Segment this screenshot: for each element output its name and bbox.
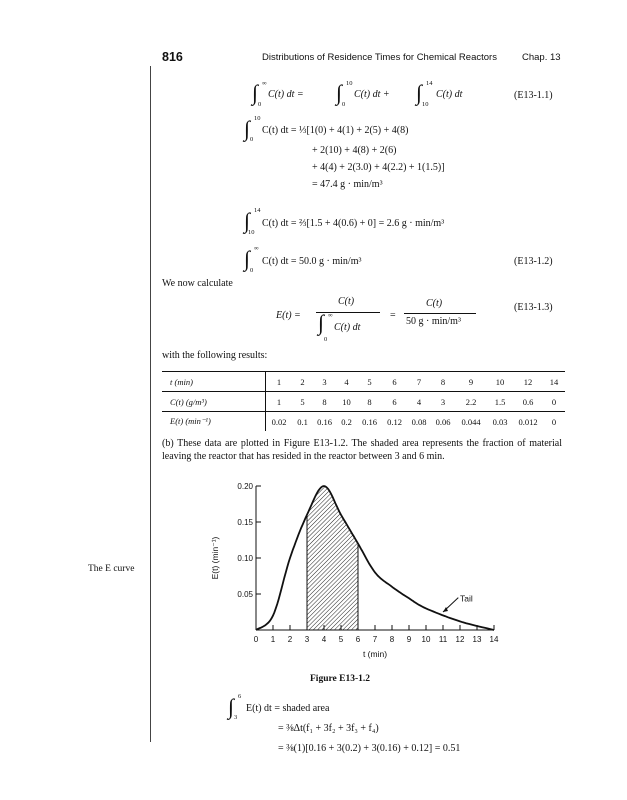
- row-label: E(t) (min⁻¹): [162, 412, 266, 432]
- integral-sign: ∫: [228, 694, 235, 719]
- equation-text: C(t) dt =: [268, 89, 304, 100]
- table-cell: 8: [313, 392, 336, 412]
- integral-upper-limit: 10: [254, 115, 261, 122]
- integral-sign: ∫: [244, 208, 251, 233]
- table-cell: 4: [407, 392, 431, 412]
- table-cell: 12: [513, 372, 543, 392]
- fraction-numerator: C(t): [426, 298, 443, 309]
- x-tick-label: 2: [287, 635, 293, 644]
- table-cell: 8: [357, 392, 382, 412]
- table-cell: 5: [357, 372, 382, 392]
- table-cell: 0: [543, 412, 565, 432]
- body-text: with the following results:: [162, 350, 268, 361]
- running-title: Distributions of Residence Times for Chemical Reactors: [262, 52, 497, 63]
- equation-text: C(t) dt = ⅔[1.5 + 4(0.6) + 0] = 2.6 g · min/m³: [262, 218, 445, 229]
- equation-shaded-area: [228, 692, 568, 762]
- y-tick-label: 0.05: [237, 590, 253, 599]
- y-tick-label: 0.10: [237, 554, 253, 563]
- body-text: We now calculate: [162, 278, 233, 289]
- table-cell: 0.03: [487, 412, 513, 432]
- equation-simpson-10-14: [244, 206, 574, 238]
- x-tick-label: 9: [406, 635, 412, 644]
- table-cell: 0.6: [513, 392, 543, 412]
- integral-lower-limit: 10: [422, 101, 429, 108]
- equation-text: = ⅜(1)[0.16 + 3(0.2) + 3(0.16) + 0.12] = 0.51: [278, 743, 461, 754]
- chart-plot-area: [210, 482, 499, 659]
- equation-text: C(t) dt = ⅓[1(0) + 4(1) + 2(5) + 4(8): [262, 125, 409, 136]
- x-tick-label: 14: [489, 635, 499, 644]
- fraction-numerator: C(t): [338, 296, 355, 307]
- table-cell: 3: [313, 372, 336, 392]
- page-number: 816: [162, 50, 183, 64]
- table-cell: 0.012: [513, 412, 543, 432]
- table-cell: 2: [292, 372, 313, 392]
- figure-caption: Figure E13-1.2: [310, 674, 370, 684]
- table-cell: 10: [336, 392, 357, 412]
- e-curve-chart: [180, 470, 540, 670]
- table-cell: 7: [407, 372, 431, 392]
- fraction-bar: [316, 312, 380, 313]
- table-cell: 0.12: [382, 412, 407, 432]
- table-cell: 9: [455, 372, 487, 392]
- equation-e13-1-1: [252, 78, 627, 108]
- integral-sign: ∫: [244, 246, 251, 271]
- x-tick-label: 8: [389, 635, 395, 644]
- row-label: C(t) (g/m³): [162, 392, 266, 412]
- x-tick-label: 10: [421, 635, 431, 644]
- table-cell: 6: [382, 372, 407, 392]
- margin-note-text: The E curve: [88, 564, 135, 574]
- equation-simpson-0-10: [244, 114, 544, 194]
- integral-sign: ∫: [244, 116, 251, 141]
- integral-sign: ∫: [416, 80, 423, 105]
- integral-sign: ∫: [252, 80, 259, 105]
- equation-e13-1-3: [276, 296, 476, 346]
- equation-text: C(t) dt +: [354, 89, 390, 100]
- table-row: [162, 392, 565, 412]
- data-table: [162, 371, 565, 431]
- table-cell: 5: [292, 392, 313, 412]
- integral-upper-limit: ∞: [262, 80, 267, 87]
- integral-upper-limit: 10: [346, 80, 353, 87]
- row-label: t (min): [162, 372, 266, 392]
- integral-lower-limit: 0: [342, 101, 346, 108]
- tail-annotation: Tail: [460, 593, 473, 604]
- fraction-denominator: C(t) dt: [334, 322, 361, 333]
- integral-lower-limit: 3: [234, 714, 238, 721]
- equation-text: + 2(10) + 4(8) + 2(6): [312, 145, 397, 156]
- margin-note: [88, 564, 134, 574]
- table-cell: 0.16: [313, 412, 336, 432]
- equation-number: (E13-1.2): [514, 256, 553, 267]
- y-tick-label: 0.20: [237, 482, 253, 491]
- body-paragraph: (b) These data are plotted in Figure E13-1.2. The shaded area represents the fraction of material leaving the reactor that has resided in the reactor between 3 and 6 min.: [162, 438, 562, 462]
- x-tick-label: 5: [338, 635, 344, 644]
- table-cell: 3: [431, 392, 455, 412]
- table-cell: 10: [487, 372, 513, 392]
- x-tick-label: 4: [321, 635, 327, 644]
- table-cell: 2.2: [455, 392, 487, 412]
- table-cell: 0.16: [357, 412, 382, 432]
- table-cell: 0.2: [336, 412, 357, 432]
- integral-lower-limit: 0: [324, 336, 328, 343]
- table-cell: 0.08: [407, 412, 431, 432]
- table-cell: 0: [543, 392, 565, 412]
- equation-text: E(t) dt = shaded area: [246, 703, 330, 714]
- equation-text: C(t) dt: [436, 89, 463, 100]
- e-curve-line: [256, 486, 494, 630]
- x-tick-label: 7: [372, 635, 378, 644]
- table-cell: 4: [336, 372, 357, 392]
- table-row: [162, 372, 565, 392]
- x-tick-label: 1: [270, 635, 276, 644]
- integral-sign: ∫: [318, 310, 325, 335]
- integral-upper-limit: ∞: [254, 245, 259, 252]
- table-cell: 0.1: [292, 412, 313, 432]
- table-cell: 1: [266, 372, 293, 392]
- equation-text: C(t) dt = 50.0 g · min/m³: [262, 256, 362, 267]
- table-cell: 0.06: [431, 412, 455, 432]
- equation-text: =: [390, 310, 396, 321]
- y-tick-label: 0.15: [237, 518, 253, 527]
- table-cell: 1.5: [487, 392, 513, 412]
- equation-number: (E13-1.3): [514, 302, 553, 313]
- integral-lower-limit: 0: [250, 136, 254, 143]
- integral-upper-limit: ∞: [328, 312, 333, 319]
- integral-upper-limit: 14: [426, 80, 433, 87]
- fraction-denominator: 50 g · min/m³: [406, 316, 461, 327]
- margin-rule: [150, 66, 151, 742]
- table-cell: 0.044: [455, 412, 487, 432]
- table-cell: 1: [266, 392, 293, 412]
- x-axis-label: t (min): [362, 649, 388, 659]
- table-cell: 6: [382, 392, 407, 412]
- x-tick-label: 3: [304, 635, 310, 644]
- table-cell: 0.02: [266, 412, 293, 432]
- integral-upper-limit: 14: [254, 207, 261, 214]
- x-tick-label: 13: [472, 635, 482, 644]
- integral-lower-limit: 0: [258, 101, 262, 108]
- equation-text: = ⅜Δt(f₁ + 3f₂ + 3f₃ + f₄): [278, 723, 379, 734]
- x-tick-label: 0: [253, 635, 259, 644]
- chapter-label: Chap. 13: [522, 52, 561, 63]
- integral-lower-limit: 10: [248, 229, 255, 236]
- equation-e13-1-2: [244, 244, 544, 276]
- equation-number: (E13-1.1): [514, 90, 553, 101]
- table-cell: 8: [431, 372, 455, 392]
- x-tick-label: 6: [355, 635, 361, 644]
- fraction-bar: [404, 313, 476, 314]
- integral-lower-limit: 0: [250, 267, 254, 274]
- table-row: [162, 412, 565, 432]
- x-tick-label: 12: [455, 635, 465, 644]
- table-cell: 14: [543, 372, 565, 392]
- equation-text: = 47.4 g · min/m³: [312, 179, 383, 190]
- shaded-area: [307, 486, 358, 630]
- y-axis-label: E(t) (min⁻¹): [210, 536, 220, 580]
- equation-text: + 4(4) + 2(3.0) + 4(2.2) + 1(1.5)]: [312, 162, 445, 173]
- integral-upper-limit: 6: [238, 693, 242, 700]
- equation-text: E(t) =: [276, 310, 301, 321]
- x-tick-label: 11: [438, 635, 448, 644]
- integral-sign: ∫: [336, 80, 343, 105]
